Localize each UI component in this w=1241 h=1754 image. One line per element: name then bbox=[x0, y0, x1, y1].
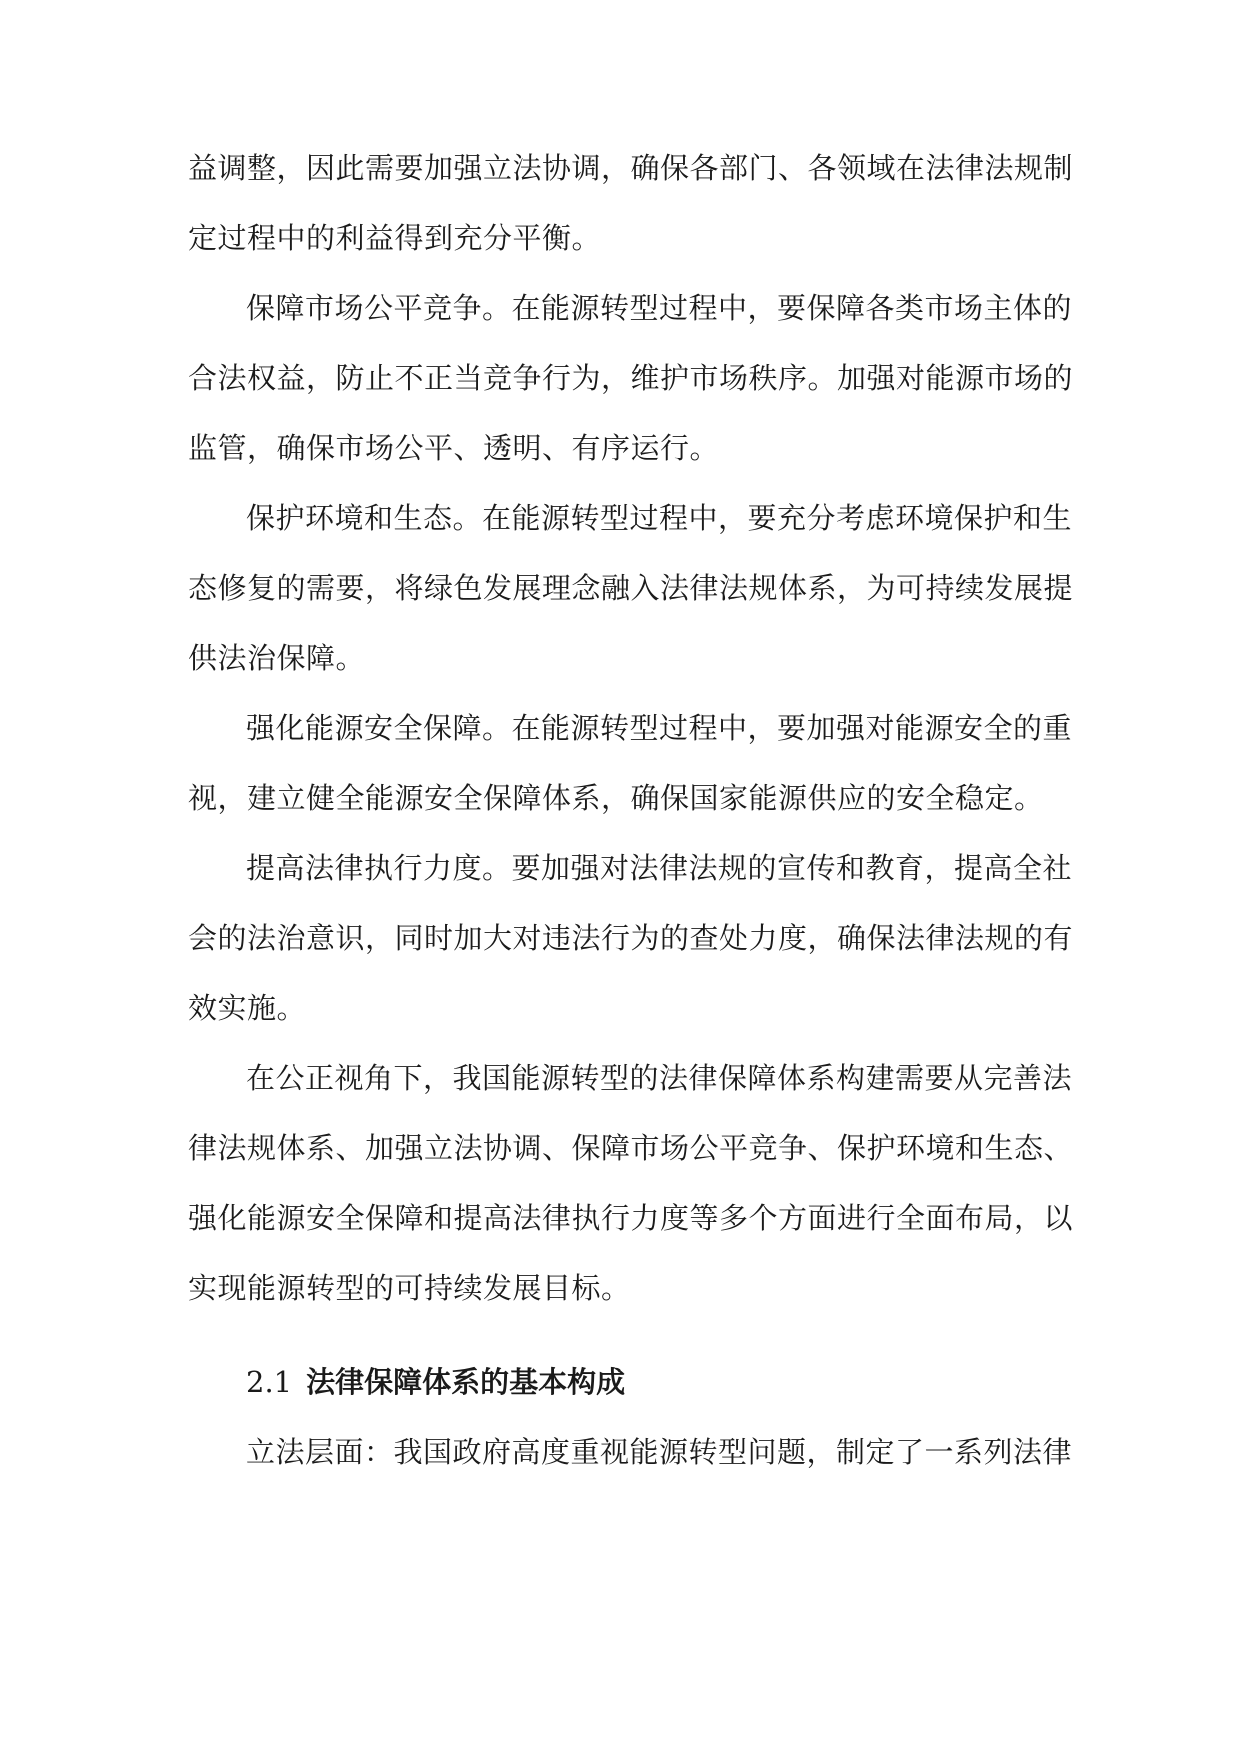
text-line: 供法治保障。 bbox=[188, 641, 366, 675]
section-heading bbox=[188, 1347, 1058, 1417]
paragraph bbox=[188, 1417, 1073, 1487]
text-line: 态修复的需要，将绿色发展理念融入法律法规体系，为可持续发展提 bbox=[188, 571, 1074, 605]
text-line: 保障市场公平竞争。在能源转型过程中，要保障各类市场主体的 bbox=[246, 291, 1073, 325]
text-line: 在公正视角下，我国能源转型的法律保障体系构建需要从完善法 bbox=[246, 1061, 1073, 1095]
paragraph bbox=[188, 833, 1074, 1043]
paragraph bbox=[188, 1043, 1074, 1323]
text-line: 会的法治意识，同时加大对违法行为的查处力度，确保法律法规的有 bbox=[188, 921, 1074, 955]
paragraph bbox=[188, 693, 1073, 833]
text-line: 实现能源转型的可持续发展目标。 bbox=[188, 1271, 631, 1305]
text-line: 强化能源安全保障和提高法律执行力度等多个方面进行全面布局，以 bbox=[188, 1201, 1074, 1235]
text-line: 视，建立健全能源安全保障体系，确保国家能源供应的安全稳定。 bbox=[188, 781, 1044, 815]
paragraph bbox=[188, 273, 1074, 483]
text-line: 定过程中的利益得到充分平衡。 bbox=[188, 221, 602, 255]
text-line: 保护环境和生态。在能源转型过程中，要充分考虑环境保护和生 bbox=[246, 501, 1073, 535]
text-line: 合法权益，防止不正当竞争行为，维护市场秩序。加强对能源市场的 bbox=[188, 361, 1074, 395]
section-title: 法律保障体系的基本构成 bbox=[306, 1365, 626, 1399]
text-line: 律法规体系、加强立法协调、保障市场公平竞争、保护环境和生态、 bbox=[188, 1131, 1074, 1165]
paragraph bbox=[188, 483, 1074, 693]
section-number: 2.1 bbox=[246, 1365, 293, 1399]
text-line: 提高法律执行力度。要加强对法律法规的宣传和教育，提高全社 bbox=[246, 851, 1073, 885]
text-line: 监管，确保市场公平、透明、有序运行。 bbox=[188, 431, 720, 465]
text-line: 益调整，因此需要加强立法协调，确保各部门、各领域在法律法规制 bbox=[188, 151, 1074, 185]
paragraph bbox=[188, 133, 1074, 273]
text-line: 立法层面：我国政府高度重视能源转型问题，制定了一系列法律 bbox=[246, 1435, 1073, 1469]
text-line: 效实施。 bbox=[188, 991, 307, 1025]
text-line: 强化能源安全保障。在能源转型过程中，要加强对能源安全的重 bbox=[246, 711, 1073, 745]
document-body bbox=[188, 133, 1074, 1487]
